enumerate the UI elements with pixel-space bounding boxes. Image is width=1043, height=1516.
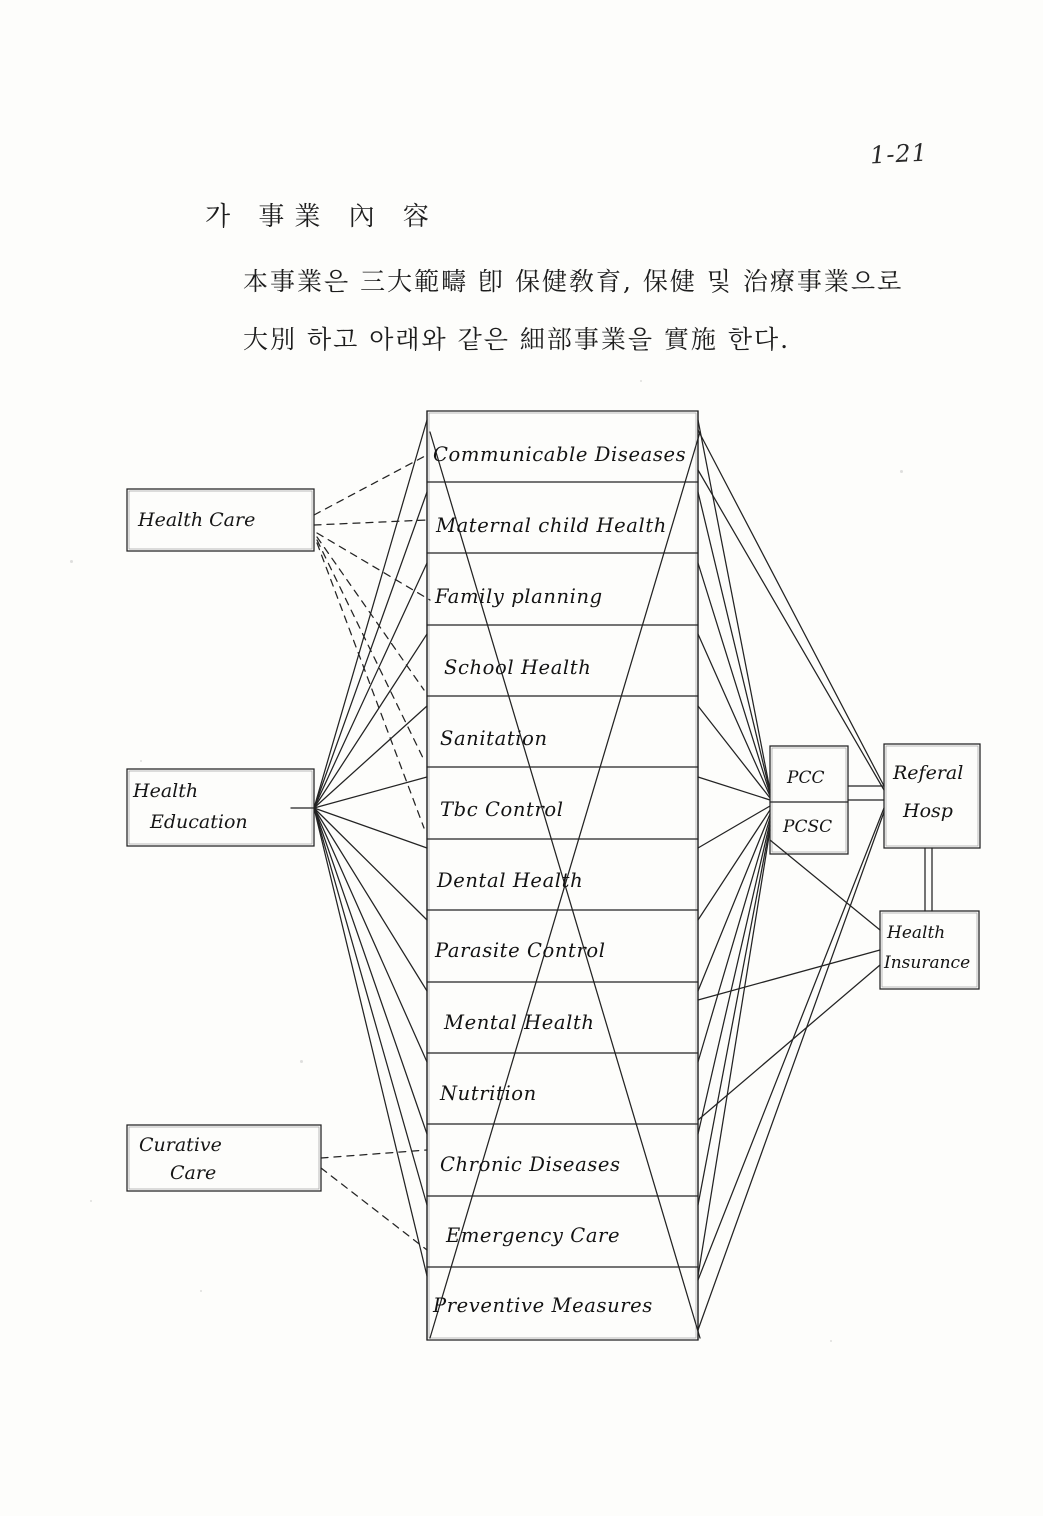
box-referral-hosp	[884, 744, 980, 848]
center-item-emergency-care: Emergency Care	[446, 1224, 621, 1247]
center-item-preventive-measures: Preventive Measures	[433, 1294, 653, 1317]
center-item-communicable-diseases: Communicable Diseases	[433, 443, 687, 466]
label-pcsc: PCSC	[783, 817, 833, 837]
section-heading: 가 事業 內 容	[205, 202, 439, 232]
box-pcc-pcsc	[770, 746, 848, 854]
label-referral-hosp-line1: Referal	[893, 762, 964, 784]
center-item-chronic-diseases: Chronic Diseases	[440, 1153, 621, 1176]
center-item-dental-health: Dental Health	[437, 869, 584, 892]
label-health-insurance-line1: Health	[887, 923, 946, 943]
center-item-tbc-control: Tbc Control	[440, 798, 564, 821]
label-referral-hosp-line2: Hosp	[903, 800, 953, 822]
center-item-mental-health: Mental Health	[444, 1011, 595, 1034]
body-text-line-1: 本事業은 三大範疇 卽 保健敎育, 保健 및 治療事業으로	[243, 267, 904, 296]
label-health-care: Health Care	[138, 509, 256, 531]
body-text-line-2: 大別 하고 아래와 같은 細部事業을 實施 한다.	[243, 325, 791, 354]
page-number: 1-21	[869, 138, 929, 170]
label-health-education-line2: Education	[150, 811, 248, 833]
label-health-education-line1: Health	[133, 780, 199, 802]
center-item-sanitation: Sanitation	[440, 727, 548, 750]
label-pcc: PCC	[787, 768, 825, 788]
box-health-education	[127, 769, 314, 846]
label-curative-care-line1: Curative	[139, 1134, 222, 1156]
center-item-nutrition: Nutrition	[440, 1082, 537, 1105]
center-item-maternal-child-health: Maternal child Health	[436, 514, 667, 537]
center-item-school-health: School Health	[444, 656, 592, 679]
center-item-family-planning: Family planning	[435, 585, 603, 608]
label-health-insurance-line2: Insurance	[884, 953, 971, 973]
center-item-parasite-control: Parasite Control	[435, 939, 606, 962]
box-health-care	[127, 489, 314, 551]
label-curative-care-line2: Care	[170, 1162, 217, 1184]
box-curative-care	[127, 1125, 321, 1191]
